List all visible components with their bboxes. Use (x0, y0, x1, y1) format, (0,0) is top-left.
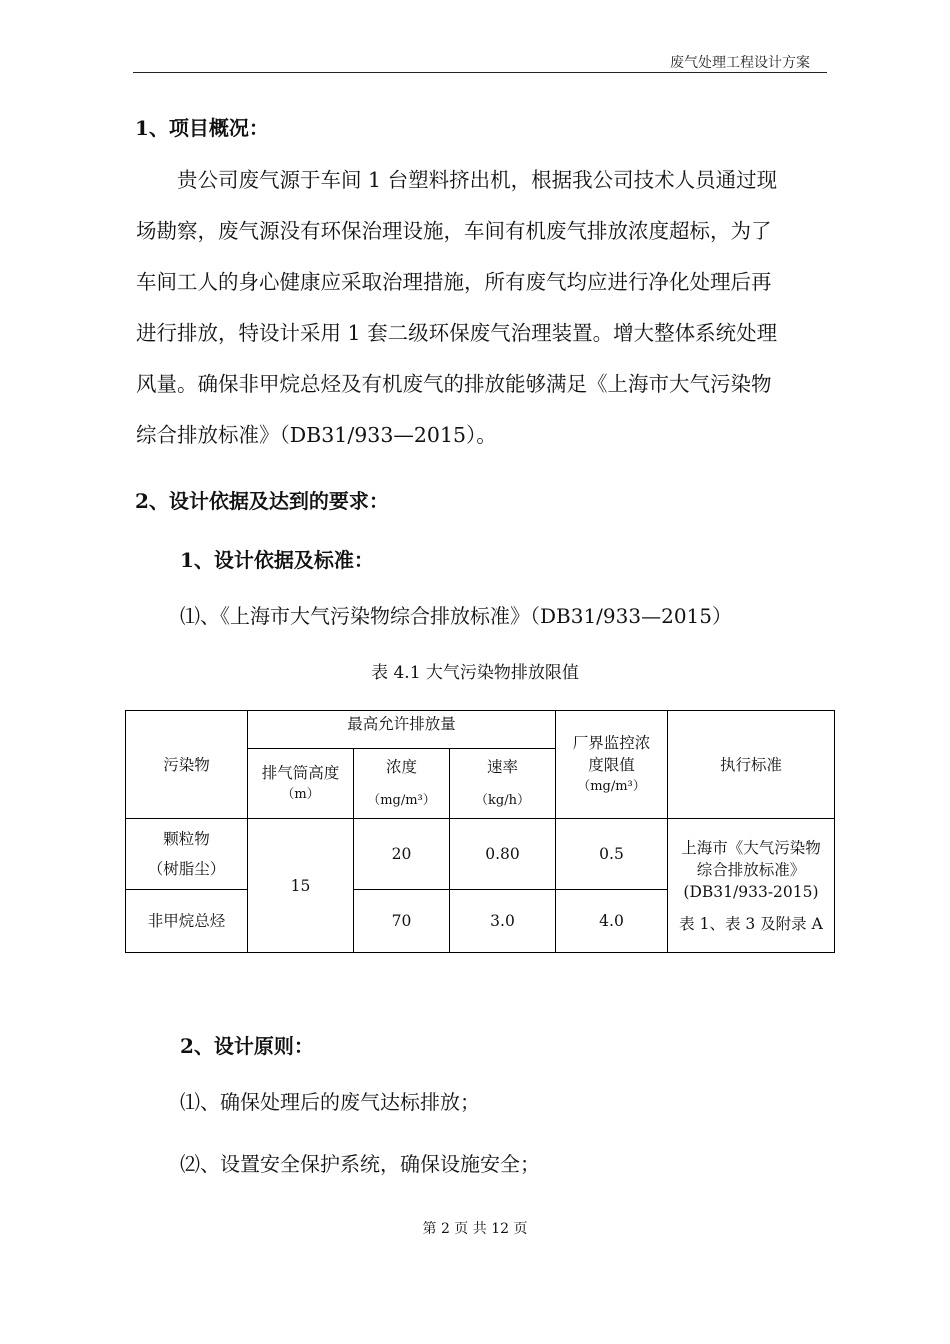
header-concentration (354, 749, 450, 819)
header-divider (133, 72, 827, 73)
header-boundary-line1: 厂界监控浓 (572, 733, 651, 752)
standard-cell (668, 819, 835, 953)
paragraph-line: 贵公司废气源于车间 1 台塑料挤出机，根据我公司技术人员通过现 (136, 168, 778, 192)
table-caption: 表 4.1 大气污染物排放限值 (371, 663, 579, 683)
header-boundary-limit (556, 711, 668, 819)
section-1-heading: 1、项目概况： (135, 116, 269, 140)
row1-boundary: 0.5 (556, 819, 668, 890)
standard-line4: 表 1、表 3 及附录 A (679, 914, 823, 933)
row1-rate: 0.80 (450, 819, 556, 890)
row1-pollutant-line2: （树脂尘） (147, 860, 226, 878)
principle-item-1: ⑴、确保处理后的废气达标排放； (180, 1090, 480, 1114)
header-rate (450, 749, 556, 819)
project-overview-paragraph (136, 155, 826, 461)
paragraph-line: 风量。确保非甲烷总烃及有机废气的排放能够满足《上海市大气污染物 (136, 372, 772, 396)
row1-pollutant-line1: 颗粒物 (163, 830, 210, 848)
standard-reference-item: ⑴、《上海市大气污染物综合排放标准》（DB31/933—2015） (180, 604, 732, 628)
section-2-heading: 2、设计依据及达到的要求： (135, 489, 389, 513)
emission-limits-table (125, 710, 835, 953)
header-max-emission: 最高允许排放量 (248, 711, 556, 749)
header-pollutant: 污染物 (126, 711, 248, 819)
paragraph-line: 综合排放标准》（DB31/933—2015）。 (136, 423, 497, 447)
paragraph-line: 场勘察，废气源没有环保治理设施，车间有机废气排放浓度超标，为了 (136, 219, 772, 243)
header-stack-height (248, 749, 354, 819)
header-rate-unit: （kg/h） (475, 792, 530, 808)
header-stack-height-label: 排气筒高度 (261, 763, 340, 782)
standard-line2: 综合排放标准》 (696, 860, 806, 879)
principle-item-2: ⑵、设置安全保护系统，确保设施安全； (180, 1152, 540, 1176)
stack-height-value: 15 (248, 819, 354, 953)
header-boundary-unit: （mg/m³） (577, 778, 646, 794)
header-standard: 执行标准 (668, 711, 835, 819)
standard-line1: 上海市《大气污染物 (681, 838, 821, 857)
standard-line3: (DB31/933-2015) (683, 882, 819, 901)
row2-pollutant: 非甲烷总烃 (126, 890, 248, 953)
page-number-footer: 第 2 页 共 12 页 (422, 1221, 528, 1237)
row1-pollutant (126, 819, 248, 890)
row2-boundary: 4.0 (556, 890, 668, 953)
page-header-title: 废气处理工程设计方案 (670, 55, 810, 71)
subsection-design-basis-heading: 1、设计依据及标准： (180, 548, 374, 572)
header-concentration-unit: （mg/m³） (367, 792, 436, 808)
header-rate-label: 速率 (486, 757, 518, 776)
header-concentration-label: 浓度 (385, 757, 417, 776)
paragraph-line: 进行排放，特设计采用 1 套二级环保废气治理装置。增大整体系统处理 (136, 321, 778, 345)
header-stack-height-unit: （m） (281, 786, 320, 802)
row1-concentration: 20 (354, 819, 450, 890)
header-boundary-line2: 度限值 (588, 755, 635, 774)
subsection-design-principles-heading: 2、设计原则： (180, 1034, 314, 1058)
paragraph-line: 车间工人的身心健康应采取治理措施，所有废气均应进行净化处理后再 (136, 270, 772, 294)
row2-rate: 3.0 (450, 890, 556, 953)
row2-concentration: 70 (354, 890, 450, 953)
